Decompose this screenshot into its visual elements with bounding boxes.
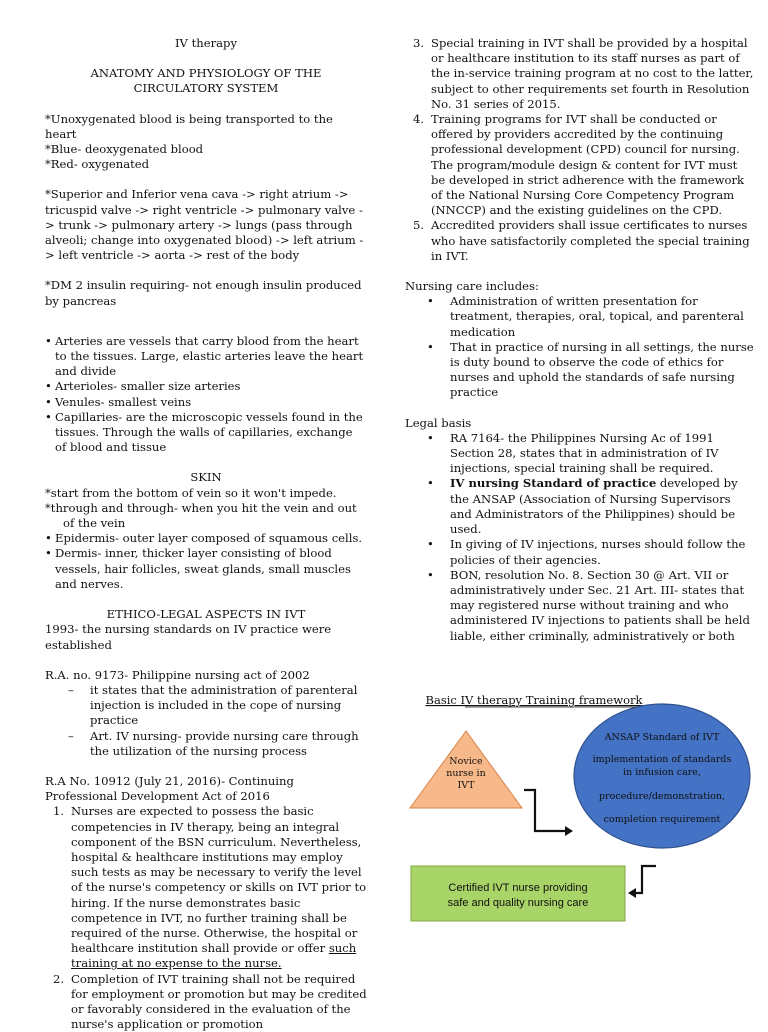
ra9173-point: – it states that the administration of parenteral injection is included in the cope of nursing practice — [68, 682, 358, 728]
certified-text: safe and quality nursing care — [447, 897, 589, 909]
circulation-pathway: *Superior and Inferior vena cava -> right atrium -> tricuspid valve -> right ventricle -> pulmonary valve -> trunk -> pulmonary artery -> lungs (pass through alveoli; change into oxygenated blood) -> left atrium -> left ventricle -> aorta -> rest of the body — [45, 187, 364, 263]
skin-heading: SKIN — [190, 470, 222, 485]
nursing-care-item: • That in practice of nursing in all settings, the nurse is duty bound to observe the code of ethics for nurses and uphold the standards of safe nursing practice — [427, 339, 754, 400]
ra10912: R.A No. 10912 (July 21, 2016)- Continuing Professional Development Act of 2016 — [45, 773, 294, 804]
novice-label: IVT — [457, 780, 475, 791]
ellipse-text: procedure/demonstration, — [598, 791, 726, 802]
vessel-item: • Arteries are vessels that carry blood from the heart to the tissues. Large, elastic arteries leave the heart and divide — [45, 334, 367, 380]
left-column — [45, 36, 367, 1032]
arrow-head — [565, 826, 573, 836]
right-column — [405, 36, 755, 644]
cpd-item-2: 2. Completion of IVT training shall not be required for employment or promotion but may be credited or favorably considered in the evaluation of the nurse's application or promotion — [53, 971, 367, 1032]
skin-layer: • Epidermis- outer layer composed of squamous cells. — [45, 531, 367, 546]
ethico-heading: ETHICO-LEGAL ASPECTS IN IVT — [106, 607, 306, 622]
cpd-item-3: 3. Special training in IVT shall be provided by a hospital or healthcare institution to its staff nurses as part of the in-service training program at no cost to the latter, subject to other requirements set fourth in Resolution No. 31 series of 2015. — [413, 36, 754, 111]
skin-note: *start from the bottom of vein so it won't impede. — [45, 485, 337, 500]
cpd-item-4: 4. Training programs for IVT shall be conducted or offered by providers accredited by the continuing professional development (CPD) council for nursing. The program/module design & content for IVT must be developed in strict adherence with the framework of the National Nursing Core Competency Program (NNCCP) and the existing guidelines on the CPD. — [413, 112, 745, 218]
anatomy-heading: ANATOMY AND PHYSIOLOGY OF THE CIRCULATORY SYSTEM — [90, 66, 322, 96]
vessel-item: • Capillaries- are the microscopic vessels found in the tissues. Through the walls of capillaries, exchange of blood and tissue — [45, 410, 367, 456]
ra9173-point: – Art. IV nursing- provide nursing care through the utilization of the nursing process — [68, 728, 359, 758]
dm-note: *DM 2 insulin requiring- not enough insulin produced by pancreas — [45, 278, 362, 308]
ellipse-text: implementation of standards — [592, 754, 732, 765]
ellipse-text: completion requirement — [603, 814, 721, 825]
arrow-triangle-to-ellipse — [524, 790, 565, 831]
cpd-item-1: 1. Nurses are expected to possess the basic competencies in IV therapy, being an integral component of the BSN curriculum. Nevertheless, hospital & healthcare institutions may employ such tests as may be necessary to verify the level of the nurse's competency or skills on IVT prior to hiring. If the nurse demonstrates basic competence in IVT, no further training shall be required of the nurse. Otherwise, the hospital or healthcare institution shall provide or offer such training at no expense to the nurse. — [53, 804, 367, 971]
arrow-head — [628, 888, 636, 898]
page-title: IV therapy — [174, 36, 238, 50]
legal-item: • BON, resolution No. 8. Section 30 @ Art. VII or administratively under Sec. 21 Art. III- states that may registered nurse without training and who administered IV injections to patients shall be held liable, either criminally, administratively or both — [427, 567, 750, 643]
nursing-care-item: • Administration of written presentation for treatment, therapies, oral, topical, and parenteral medication — [427, 294, 744, 339]
legal-item: • In giving of IV injections, nurses should follow the policies of their agencies. — [427, 537, 746, 567]
arrow-ellipse-to-box — [635, 866, 656, 893]
ellipse-text: in infusion care, — [623, 767, 701, 778]
novice-label: Novice — [449, 756, 483, 767]
framework-title: Basic IV therapy Training framework — [425, 693, 643, 707]
legal-item: • RA 7164- the Philippines Nursing Ac of 1991 Section 28, states that in administration of IV injections, special training shall be required. — [427, 430, 719, 476]
vessel-item: • Arterioles- smaller size arteries — [45, 379, 367, 394]
cpd-item-5: 5. Accredited providers shall issue certificates to nurses who have satisfactorily completed the special training in IVT. — [413, 218, 750, 263]
anatomy-note: *Blue- deoxygenated blood — [45, 142, 204, 157]
legal-heading: Legal basis — [405, 415, 472, 430]
ra9173: R.A. no. 9173- Philippine nursing act of 2002 — [45, 667, 310, 682]
anatomy-note: *Red- oxygenated — [45, 157, 150, 172]
novice-label: nurse in — [446, 768, 486, 779]
ellipse-text: ANSAP Standard of IVT — [604, 732, 720, 743]
training-framework-diagram — [405, 690, 755, 930]
certified-text: Certified IVT nurse providing — [448, 882, 588, 894]
skin-layer: • Dermis- inner, thicker layer consisting of blood vessels, hair follicles, sweat glands, small muscles and nerves. — [45, 546, 367, 592]
legal-item: • IV nursing Standard of practice developed by the ANSAP (Association of Nursing Supervisors and Administrators of the Philippines) should be used. — [427, 476, 738, 537]
ethico-intro: 1993- the nursing standards on IV practice were established — [45, 622, 332, 652]
vessel-item: • Venules- smallest veins — [45, 395, 367, 410]
anatomy-note: *Unoxygenated blood is being transported to the heart — [45, 111, 333, 141]
skin-note: *through and through- when you hit the vein and out of the vein — [45, 500, 357, 531]
nursing-care-heading: Nursing care includes: — [405, 279, 539, 294]
